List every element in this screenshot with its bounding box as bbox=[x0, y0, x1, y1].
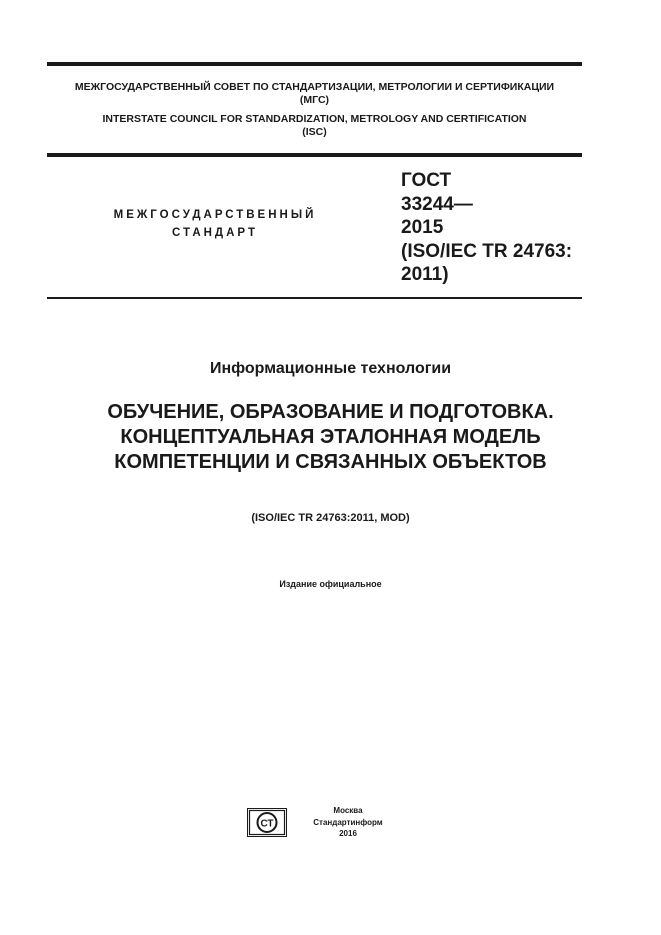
top-rule bbox=[47, 62, 582, 66]
council-en-abbr: (ISC) bbox=[302, 126, 327, 138]
edition-note: Издание официальное bbox=[279, 579, 382, 589]
modification-note: (ISO/IEC TR 24763:2011, MOD) bbox=[251, 512, 410, 524]
council-ru-abbr: (МГС) bbox=[299, 94, 330, 106]
title-line: КОНЦЕПТУАЛЬНАЯ ЭТАЛОННАЯ МОДЕЛЬ bbox=[120, 426, 541, 448]
standard-number-line: (ISO/IEC TR 24763: bbox=[401, 240, 573, 262]
standard-kind-line2: СТАНДАРТ bbox=[172, 227, 258, 239]
standard-number-line: ГОСТ bbox=[401, 170, 452, 191]
standard-number-line: 33244— bbox=[401, 193, 473, 215]
council-ru-line: МЕЖГОСУДАРСТВЕННЫЙ СОВЕТ ПО СТАНДАРТИЗАЦИИ, МЕТРОЛОГИИ И СЕРТИФИКАЦИИ bbox=[74, 81, 555, 93]
standard-number bbox=[401, 169, 572, 287]
title-line: КОМПЕТЕНЦИИ И СВЯЗАННЫХ ОБЪЕКТОВ bbox=[114, 451, 547, 473]
council-name-en bbox=[47, 113, 582, 139]
title-line: ОБУЧЕНИЕ, ОБРАЗОВАНИЕ И ПОДГОТОВКА. bbox=[107, 401, 554, 423]
lower-rule bbox=[47, 297, 582, 299]
publisher-city: Москва bbox=[333, 806, 363, 815]
document-subject: Информационные технологии bbox=[209, 360, 452, 377]
publisher-name: Стандартинформ bbox=[313, 817, 383, 827]
council-en-line: INTERSTATE COUNCIL FOR STANDARDIZATION, METROLOGY AND CERTIFICATION bbox=[102, 113, 527, 125]
middle-rule bbox=[47, 153, 582, 157]
standard-kind-line1: МЕЖГОСУДАРСТВЕННЫЙ bbox=[113, 209, 317, 221]
council-name-ru bbox=[47, 81, 582, 107]
standard-kind bbox=[88, 206, 342, 242]
standard-number-line: 2015 bbox=[401, 217, 444, 238]
publisher-year: 2016 bbox=[339, 829, 357, 838]
standard-number-line: 2011) bbox=[401, 264, 449, 285]
standartinform-logo-icon bbox=[247, 808, 287, 837]
publisher-imprint bbox=[307, 805, 389, 840]
logo-letters: СТ bbox=[260, 818, 274, 830]
document-title bbox=[20, 400, 641, 475]
